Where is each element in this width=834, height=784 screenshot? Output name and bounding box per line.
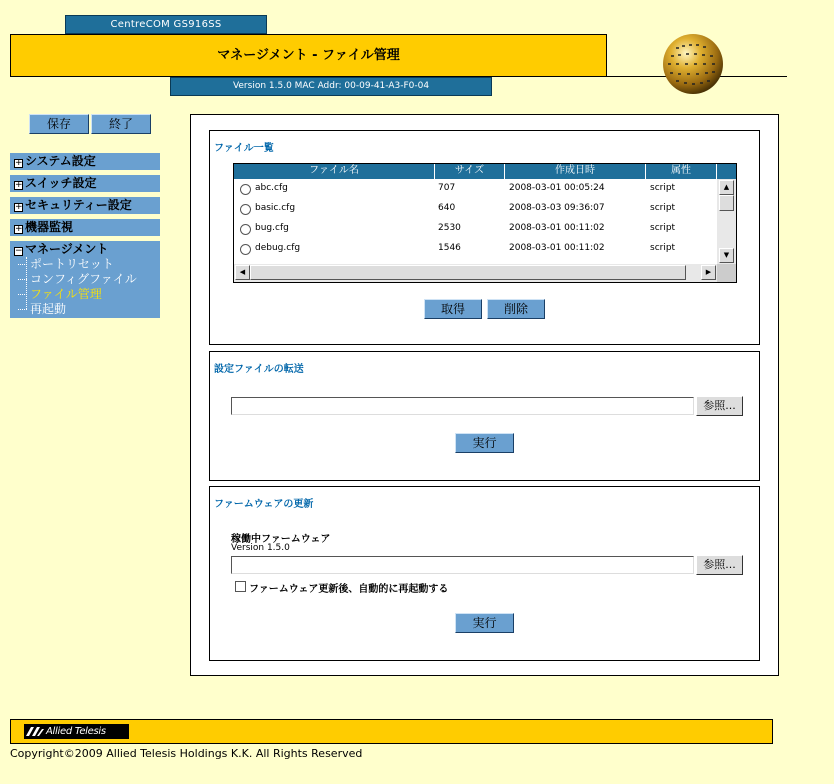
table-row[interactable] <box>234 239 717 259</box>
vertical-scrollbar[interactable] <box>717 179 736 264</box>
file-rows <box>234 179 717 264</box>
firmware-file-input[interactable] <box>231 556 694 574</box>
file-attr: script <box>650 183 676 193</box>
file-name: abc.cfg <box>255 183 288 193</box>
menu-item-label: セキュリティー設定 <box>25 198 132 212</box>
config-browse-button[interactable]: 参照... <box>696 396 743 416</box>
tree-branch <box>18 279 27 280</box>
file-attr: script <box>650 223 676 233</box>
scroll-thumb[interactable] <box>250 265 686 280</box>
file-list-section <box>209 130 760 345</box>
submenu-label: 再起動 <box>30 302 67 316</box>
collapse-icon: − <box>15 246 23 256</box>
menu-item-label: システム設定 <box>25 154 96 168</box>
table-row[interactable] <box>234 199 717 219</box>
menu-item-switch[interactable] <box>10 175 160 192</box>
config-file-input[interactable] <box>231 397 694 415</box>
file-date: 2008-03-03 09:36:07 <box>509 203 605 213</box>
file-date: 2008-03-01 00:11:02 <box>509 243 605 253</box>
row-radio[interactable] <box>240 244 251 255</box>
exit-button[interactable]: 終了 <box>91 114 151 134</box>
expand-icon: + <box>15 224 23 234</box>
model-name: CentreCOM GS916SS <box>65 15 267 34</box>
get-button[interactable]: 取得 <box>424 299 482 319</box>
column-header-spacer <box>717 164 736 179</box>
file-size: 1546 <box>438 243 461 253</box>
file-name: debug.cfg <box>255 243 301 253</box>
tree-branch <box>18 264 27 265</box>
row-radio[interactable] <box>240 204 251 215</box>
footer-bar <box>10 719 773 744</box>
tree-branch <box>18 309 27 310</box>
globe-logo-icon <box>662 33 724 95</box>
row-radio[interactable] <box>240 224 251 235</box>
file-size: 707 <box>438 183 456 193</box>
scroll-up-arrow-icon[interactable]: ▲ <box>719 180 734 195</box>
save-button[interactable]: 保存 <box>29 114 89 134</box>
firmware-execute-button[interactable]: 実行 <box>455 613 514 633</box>
column-header-name[interactable]: ファイル名 <box>234 164 435 179</box>
copyright-text: Copyright©2009 Allied Telesis Holdings K.K. All Rights Reserved <box>10 747 363 760</box>
expand-icon: + <box>15 158 23 168</box>
file-size: 640 <box>438 203 456 213</box>
scroll-right-arrow-icon[interactable]: ▶ <box>701 265 716 280</box>
scroll-left-arrow-icon[interactable]: ◀ <box>235 265 250 280</box>
table-row[interactable] <box>234 219 717 239</box>
menu-item-label: スイッチ設定 <box>25 176 97 190</box>
menu-group-management <box>10 241 160 318</box>
file-attr: script <box>650 203 676 213</box>
main-panel <box>190 114 779 676</box>
column-header-size[interactable]: サイズ <box>435 164 505 179</box>
page-title: マネージメント - ファイル管理 <box>10 34 607 77</box>
menu-item-security[interactable] <box>10 197 160 214</box>
column-header-date[interactable]: 作成日時 <box>505 164 646 179</box>
menu-item-label: 機器監視 <box>25 220 74 234</box>
allied-telesis-logo <box>24 724 129 739</box>
submenu-label: ファイル管理 <box>30 287 102 301</box>
menu-item-system[interactable] <box>10 153 160 170</box>
submenu-config-file[interactable] <box>10 272 160 287</box>
menu-item-monitor[interactable] <box>10 219 160 236</box>
auto-reboot-checkbox[interactable] <box>235 581 246 592</box>
section-title: 設定ファイルの転送 <box>214 364 304 375</box>
column-header-attr[interactable]: 属性 <box>646 164 717 179</box>
delete-button[interactable]: 削除 <box>487 299 545 319</box>
section-title: ファイル一覧 <box>214 143 274 154</box>
row-radio[interactable] <box>240 184 251 195</box>
expand-icon: + <box>15 202 23 212</box>
submenu-reboot[interactable] <box>10 302 160 317</box>
submenu-label: コンフィグファイル <box>30 272 137 286</box>
version-info: Version 1.5.0 MAC Addr: 00-09-41-A3-F0-04 <box>170 77 492 96</box>
current-firmware-label: 稼働中ファームウェア <box>231 534 331 545</box>
auto-reboot-label: ファームウェア更新後、自動的に再起動する <box>249 584 449 595</box>
submenu-label: ポートリセット <box>30 257 114 271</box>
expand-icon: + <box>15 180 23 190</box>
brand-mark-icon <box>26 727 44 736</box>
transfer-execute-button[interactable]: 実行 <box>455 433 514 453</box>
tree-branch <box>18 294 27 295</box>
file-attr: script <box>650 243 676 253</box>
horizontal-scrollbar[interactable] <box>234 264 717 282</box>
file-table <box>233 163 737 283</box>
logo-text: Allied Telesis <box>46 726 106 737</box>
file-date: 2008-03-01 00:05:24 <box>509 183 605 193</box>
firmware-section <box>209 486 760 661</box>
submenu-port-reset[interactable] <box>10 257 160 272</box>
config-transfer-section <box>209 351 760 481</box>
menu-item-label: マネージメント <box>25 242 109 256</box>
table-row[interactable] <box>234 179 717 199</box>
firmware-browse-button[interactable]: 参照... <box>696 555 743 575</box>
scroll-thumb[interactable] <box>719 195 734 211</box>
submenu-file-management[interactable] <box>10 287 160 302</box>
section-title: ファームウェアの更新 <box>214 499 314 510</box>
menu-item-management[interactable] <box>10 241 160 257</box>
file-name: bug.cfg <box>255 223 289 233</box>
file-date: 2008-03-01 00:11:02 <box>509 223 605 233</box>
file-name: basic.cfg <box>255 203 296 213</box>
file-size: 2530 <box>438 223 461 233</box>
current-firmware-version: Version 1.5.0 <box>231 543 290 553</box>
scroll-down-arrow-icon[interactable]: ▼ <box>719 248 734 263</box>
